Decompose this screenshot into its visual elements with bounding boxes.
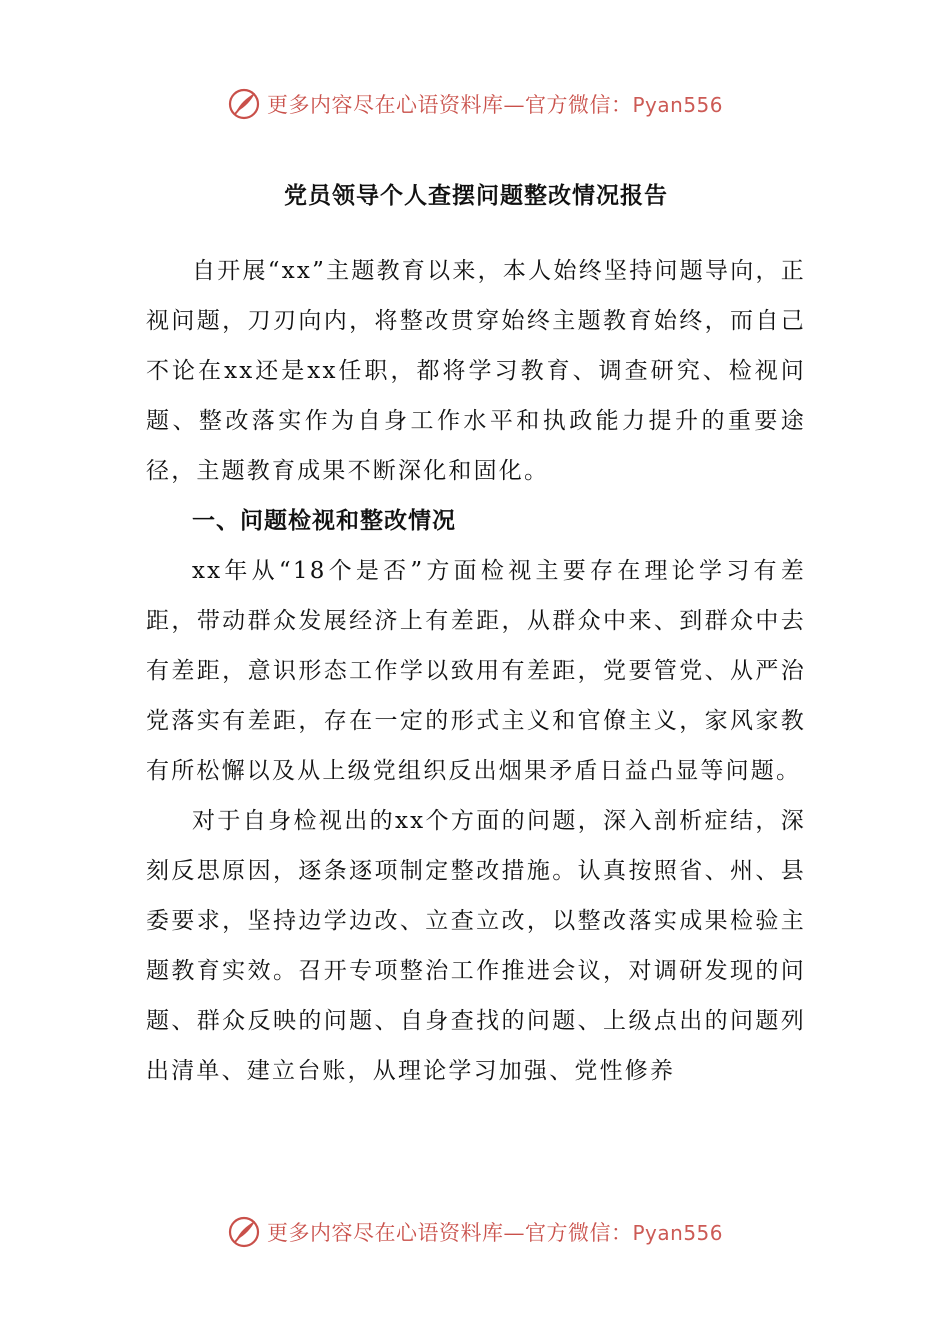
section-heading: 一、问题检视和整改情况	[192, 507, 456, 534]
section-paragraph: 对于自身检视出的xx个方面的问题，深入剖析症结，深刻反思原因，逐条逐项制定整改措施。认真按照省、州、县委要求，坚持边学边改、立查立改，以整改落实成果检验主题教育实效。召开专项整治工作推进会议，对调研发现的问题、群众反映的问题、自身查找的问题、上级点出的问题列出清单、建立台账，从理论学习加强、党性修养	[146, 808, 806, 1084]
footer-watermark	[0, 1208, 950, 1256]
quill-logo-icon	[227, 1215, 261, 1249]
section-paragraph: xx年从“18个是否”方面检视主要存在理论学习有差距，带动群众发展经济上有差距，从群众中来、到群众中去有差距，意识形态工作学以致用有差距，党要管党、从严治党落实有差距，存在一定的形式主义和官僚主义，家风家教有所松懈以及从上级党组织反出烟果矛盾日益凸显等问题。	[146, 558, 806, 784]
watermark-code: Pyan556	[632, 1221, 723, 1245]
watermark-text: 更多内容尽在心语资料库—官方微信：Pyan556	[266, 1221, 723, 1245]
document-title: 党员领导个人查摆问题整改情况报告	[284, 182, 668, 209]
intro-paragraph: 自开展“xx”主题教育以来，本人始终坚持问题导向，正视问题，刀刃向内，将整改贯穿始终主题教育始终，而自己不论在xx还是xx任职，都将学习教育、调查研究、检视问题、整改落实作为自身工作水平和执政能力提升的重要途径，主题教育成果不断深化和固化。	[146, 258, 806, 484]
quill-logo-icon	[227, 87, 261, 121]
watermark-code: Pyan556	[632, 93, 723, 117]
document-body	[146, 172, 806, 1096]
header-watermark	[0, 80, 950, 128]
watermark-text: 更多内容尽在心语资料库—官方微信：Pyan556	[266, 93, 723, 117]
